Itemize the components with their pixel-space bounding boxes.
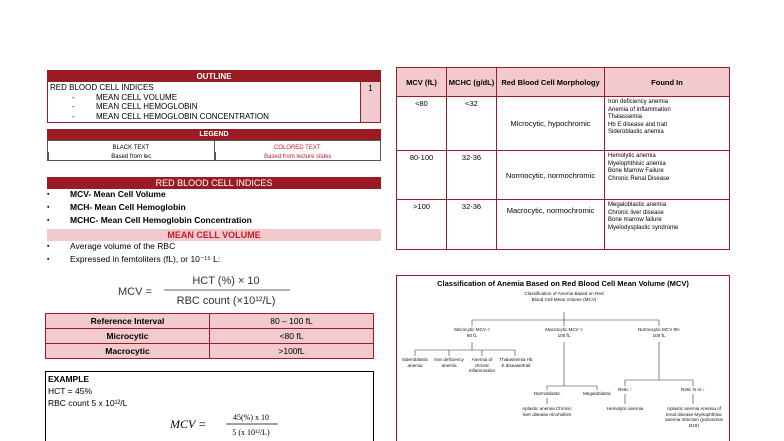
- table-cell: Microcytic: [46, 329, 210, 344]
- list-item: ▪ Average volume of the RBC: [47, 240, 220, 253]
- flowchart-normoblastic-causes-node: Aplastic anemia Chronic liver disease Alcoholism: [522, 406, 572, 417]
- table-cell: 32-36: [447, 200, 497, 250]
- rbc-indices-list: [47, 188, 252, 227]
- table-cell: <32: [447, 97, 497, 151]
- outline-title: OUTLINE: [48, 71, 380, 82]
- table-cell: Megaloblastic anemia Chronic liver disease Bone marrow failure Myelodysplastic syndrome: [605, 200, 730, 250]
- outline-box: [47, 70, 381, 123]
- formula-numerator: HCT (%) × 10: [192, 275, 260, 287]
- outline-sub-item[interactable]: - MEAN CELL HEMOGLOBIN: [72, 102, 198, 111]
- outline-items: [48, 82, 360, 122]
- list-item: ▪ MCHC- Mean Cell Hemoglobin Concentration: [47, 214, 252, 227]
- flowchart-megaloblastic-node: Megaloblastic: [582, 391, 612, 396]
- section-heading-rbc-indices: RED BLOOD CELL INDICES: [47, 177, 381, 189]
- example-box: [45, 371, 374, 441]
- table-cell: 32-36: [447, 151, 497, 200]
- outline-sub-item[interactable]: - MEAN CELL HEMOGLOBIN CONCENTRATION: [72, 111, 269, 121]
- flowchart-retic-normal-node: Retic N or ↓: [681, 387, 705, 392]
- table-cell: Normocytic, normochromic: [497, 151, 605, 200]
- legend-title: LEGEND: [47, 129, 381, 140]
- example-line: HCT = 45%: [48, 386, 93, 396]
- legend-black-title: BLACK TEXT: [112, 145, 150, 151]
- table-cell: Reference Interval: [46, 314, 210, 329]
- mcv-formula: [118, 270, 298, 310]
- legend-colored-title: COLORED TEXT: [273, 145, 321, 151]
- table-cell: >100: [397, 200, 447, 250]
- example-formula: [166, 409, 296, 441]
- flowchart-hemolytic-node: Hemolytic anemia: [606, 406, 644, 411]
- outline-page-number: 1: [360, 82, 380, 122]
- table-header: MCHC (g/dL): [447, 68, 497, 97]
- anemia-classification-flowchart: [396, 275, 730, 441]
- table-cell: 80 – 100 fL: [210, 314, 374, 329]
- table-header-row: [397, 68, 730, 97]
- flowchart-microcytic-node: Microcytic MCV < 80 fL: [454, 327, 490, 338]
- table-row: [46, 344, 374, 359]
- flowchart-title: Classification of Anemia Based on Red Blood Cell Mean Volume (MCV): [437, 279, 689, 288]
- flowchart-macrocytic-node: Macrocytic MCV > 100 fL: [545, 327, 583, 338]
- section-heading-mcv: MEAN CELL VOLUME: [47, 229, 381, 241]
- table-row: [397, 97, 730, 151]
- table-cell: <80 fL: [210, 329, 374, 344]
- legend-colored: [214, 141, 381, 160]
- legend-black: [48, 141, 214, 160]
- flowchart-sideroblastic-node: Sideroblastic anemia: [401, 357, 429, 368]
- table-cell: Macrocytic: [46, 344, 210, 359]
- formula-denominator: RBC count (×10¹²/L): [176, 295, 276, 307]
- table-cell: <80: [397, 97, 447, 151]
- table-cell: Iron deficiency anemia Anemia of inflammation Thalassemia Hb E disease and trait Sideroblastic anemia: [605, 97, 730, 151]
- example-title: EXAMPLE: [48, 374, 90, 384]
- example-line: RBC count 5 x 10¹²/L: [48, 398, 128, 408]
- table-cell: >100fL: [210, 344, 374, 359]
- legend-colored-desc: Based from lecture slides: [215, 152, 381, 161]
- flowchart-thalassemia-node: Thalassemia Hb E disease/trait: [499, 357, 533, 368]
- list-item: ▪ Expressed in femtoliters (fL), or 10⁻¹⁵ L:: [47, 253, 220, 266]
- table-header: Red Blood Cell Morphology: [497, 68, 605, 97]
- flowchart-normoblastic-node: Normoblastic: [533, 391, 561, 396]
- table-cell: Microcytic, hypochromic: [497, 97, 605, 151]
- flowchart-retic-normal-causes-node: Aplastic anemia Anemia of renal disease Myelophthisic anemia Infection (parvovirus B19): [665, 406, 723, 428]
- flowchart-chronic-inflammation-node: Anemia of chronic inflammation: [468, 357, 496, 373]
- flowchart-iron-deficiency-node: Iron deficiency anemia: [434, 357, 464, 368]
- outline-sub-item[interactable]: - MEAN CELL VOLUME: [72, 92, 178, 102]
- table-row: [397, 200, 730, 250]
- flowchart-root-node: Classification of Anemia Based on Red Blood Cell Mean Volume (MCV): [524, 291, 604, 302]
- legend-black-desc: Based from lec: [48, 152, 214, 161]
- flowchart-normocytic-node: Normocytic MCV 80-100 fL: [637, 327, 681, 338]
- mcv-list: [47, 240, 220, 266]
- table-header: Found In: [605, 68, 730, 97]
- mcv-classification-table: [396, 67, 730, 250]
- table-cell: 80-100: [397, 151, 447, 200]
- table-row: [46, 329, 374, 344]
- legend-box: [47, 140, 381, 161]
- table-header: MCV (fL): [397, 68, 447, 97]
- flowchart-retic-up-node: Retic ↑: [617, 387, 633, 392]
- formula-lhs: MCV =: [118, 286, 152, 298]
- table-row: [397, 151, 730, 200]
- table-cell: Macrocytic, normochromic: [497, 200, 605, 250]
- reference-table: [45, 313, 374, 359]
- list-item: ▪ MCH- Mean Cell Hemoglobin: [47, 201, 252, 214]
- table-row: [46, 314, 374, 329]
- example-formula-lhs: MCV =: [170, 417, 207, 431]
- table-cell: Hemolytic anemia Myelophthisic anemia Bone Marrow Failure Chronic Renal Disease: [605, 151, 730, 200]
- list-item: ▪ MCV- Mean Cell Volume: [47, 188, 252, 201]
- outline-main-item[interactable]: RED BLOOD CELL INDICES: [50, 83, 154, 92]
- example-formula-denominator: 5 (x 10¹²/L): [232, 428, 270, 437]
- example-formula-numerator: 45(%) x 10: [233, 413, 269, 422]
